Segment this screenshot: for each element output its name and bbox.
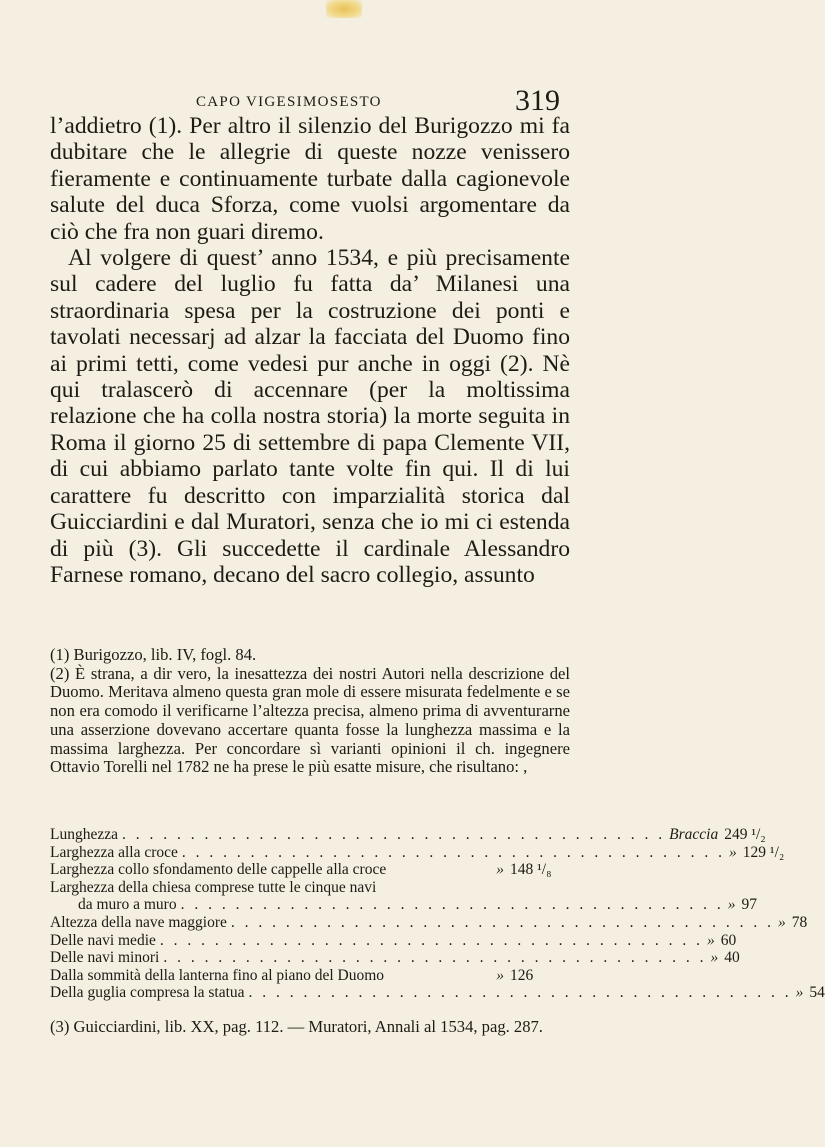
measure-value: 54: [809, 984, 825, 1002]
paper-stain: [326, 0, 362, 18]
measure-value: 126: [510, 966, 534, 984]
leader-dots: . . . . . . . . . . . . . . . . . . . . . . . . . . . . . . . . . . . . . . . .: [180, 896, 724, 914]
leader-dots: . . . . . . . . . . . . . . . . . . . . . . . . . . . . . . . . . . . . . . . .: [159, 931, 703, 949]
measure-row: [50, 949, 740, 967]
measure-row: [50, 984, 825, 1002]
ditto-mark: »: [707, 931, 715, 949]
measure-label: Altezza della nave maggiore: [50, 913, 227, 931]
ditto-mark: »: [727, 896, 736, 914]
running-head: CAPO VIGESIMOSESTO: [196, 94, 382, 110]
ditto-mark: »: [729, 843, 737, 861]
measure-value: 97: [741, 896, 757, 914]
measure-row: [50, 879, 570, 897]
measure-label: Larghezza alla croce: [50, 843, 178, 861]
footnote-3-block: [50, 1018, 570, 1037]
footnotes: [50, 646, 570, 777]
measure-label: Larghezza della chiesa comprese tutte le cinque navi: [50, 878, 377, 896]
measure-label: Delle navi minori: [50, 949, 160, 967]
measure-value: 78: [791, 913, 808, 931]
measure-label: Dalla sommità della lanterna fino al piano del Duomo: [50, 966, 385, 984]
measure-value: 129 ¹/₂: [742, 843, 785, 861]
measure-row: [50, 967, 570, 985]
ditto-mark: »: [795, 984, 804, 1002]
footnote-1: (1) Burigozzo, lib. IV, fogl. 84.: [50, 645, 257, 664]
measure-label: Delle navi medie: [50, 931, 156, 949]
leader-dots: . . . . . . . . . . . . . . . . . . . . . . . . . . . . . . . . . . . . . . . .: [181, 843, 726, 861]
measure-row: [50, 931, 737, 950]
ditto-mark: »: [778, 913, 786, 931]
ditto-mark: »: [710, 949, 719, 967]
page-number: 319: [515, 84, 560, 117]
leader-dots: . . . . . . . . . . . . . . . . . . . . . . . . . . . . . . . . . . . . . . . .: [122, 826, 666, 843]
measure-label: da muro a muro: [78, 896, 177, 914]
ditto-mark: »: [496, 966, 504, 984]
measure-row: [50, 913, 808, 932]
leader-dots: . . . . . . . . . . . . . . . . . . . . . . . . . . . . . . . . . . . . . . . .: [230, 913, 774, 931]
measure-row: [50, 843, 785, 862]
main-text: [50, 113, 570, 588]
leader-dots: . . . . . . . . . . . . . . . . . . . . . . . . . . . . . . . . . . . . . . . .: [248, 984, 792, 1002]
measure-row: [50, 896, 757, 914]
ditto-mark: »: [496, 861, 504, 879]
measure-value: 60: [720, 931, 737, 949]
measure-value: 148 ¹/₈: [510, 861, 552, 879]
measurements-table: [50, 826, 825, 1002]
measure-row: [50, 826, 766, 844]
paragraph-2: Al volgere di quest’ anno 1534, e più precisamente sul cadere del luglio fu fatta da’ Milanesi una straordinaria spesa per la costruzione dei ponti e tavolati necessarj ad alzar la facciata del Duomo fino ai primi tetti, come vedesi pur anche in oggi (2). Nè qui tralascerò di accennare (per la moltissima relazione che ha colla nostra storia) la morte seguita in Roma il giorno 25 di settembre di papa Clemente VII, di cui abbiamo parlato tante volte fin qui. Il di lui carattere fu descritto con imparzialità storica dal Guicciardini e dal Muratori, senza che io mi ci estenda di più (3). Gli succedette il cardinale Alessandro Farnese romano, decano del sacro collegio, assunto: [50, 245, 570, 588]
measure-value: 40: [724, 949, 740, 967]
measure-value: 249 ¹/₂: [724, 826, 766, 843]
footnote-3: (3) Guicciardini, lib. XX, pag. 112. — Muratori, Annali al 1534, pag. 287.: [50, 1017, 543, 1036]
measure-label: Della guglia compresa la statua: [50, 984, 245, 1002]
paragraph-1: l’addietro (1). Per altro il silenzio del Burigozzo mi fa dubitare che le allegrie di queste nozze venissero fieramente e continuamente turbate dalla cagionevole salute del duca Sforza, come vuolsi argomentare da ciò che fra non guari diremo.: [50, 113, 570, 245]
leader-dots: . . . . . . . . . . . . . . . . . . . . . . . . . . . . . . . . . . . . . . . .: [163, 949, 707, 967]
measure-unit: Braccia: [669, 826, 719, 843]
measure-label: Larghezza collo sfondamento delle cappelle alla croce: [50, 861, 387, 879]
measure-row: [50, 861, 570, 879]
measure-label: Lunghezza: [50, 826, 118, 843]
footnote-2: (2) È strana, a dir vero, la inesattezza dei nostri Autori nella descrizione del Duomo. Meritava almeno questa gran mole di essere misurata fedelmente e se non era comodo il verificarne l’altezza precisa, almeno prima di avventurarne una asserzione dovevano accertare quanta fosse la lunghezza massima e la massima larghezza. Per concordare sì varianti opinioni il ch. ingegnere Ottavio Torelli nel 1782 ne ha prese le più esatte misure, che risultano: ,: [50, 663, 570, 777]
